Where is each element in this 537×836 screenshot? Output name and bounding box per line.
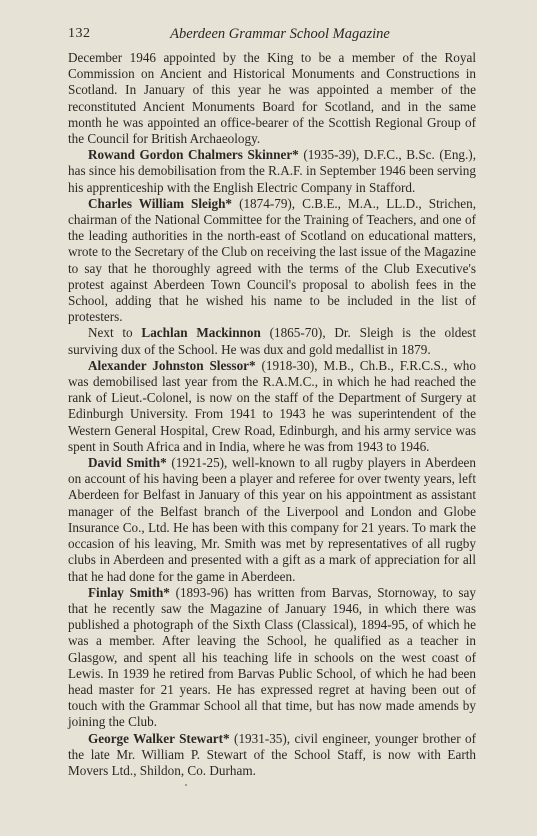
page-number: 132: [68, 26, 91, 41]
paragraph-continuation: [68, 50, 476, 147]
paragraph-text: (1918-30), M.B., Ch.B., F.R.C.S., who was demobilised last year from the R.A.M.C., in which he had reached the rank of Lieut.-Colonel, is now on the staff of the Department of Surgery at Edinburgh University. From 1941 to 1943 he was superintendent of the Western General Hospital, Crew Road, Edinburgh, and his army service was spent in South Africa and in India, where he was from 1943 to 1946.: [68, 357, 476, 454]
paragraph-text: (1935-39), D.F.C., B.Sc. (Eng.), has since his demobilisation from the R.A.F. in September 1946 been serving his apprenticeship with the English Electric Company in Stafford.: [68, 147, 476, 195]
paragraph-finlay-smith: [68, 585, 476, 731]
paragraph-text: (1921-25), well-known to all rugby players in Aberdeen on account of his having been a player and referee for over twenty years, left Aberdeen for Belfast in January of this year on his appointment as assistant manager of the Belfast branch of the Liverpool and London and Globe Insurance Co., Ltd. He has been with this company for 21 years. To mark the occasion of his leaving, Mr. Smith was met by representatives of all rugby clubs in Aberdeen and presented with a gift as a mark of appreciation for all that he had done for the game in Aberdeen.: [68, 455, 476, 584]
print-speck: [185, 784, 187, 786]
paragraph-prefix: Next to: [88, 325, 142, 341]
paragraph-david-smith: [68, 455, 476, 585]
paragraph-text: (1874-79), C.B.E., M.A., LL.D., Strichen, chairman of the National Committee for the Training of Teachers, and one of the leading authorities in the north-east of Scotland on educational matters, wrote to the Secretary of the Club on receiving the last issue of the Magazine to say that he thoroughly agreed with the terms of the Club Executive's protest against Aberdeen Town Council's proposal to abolish fees in the School, adding that he wished his name to be included in the list of protesters.: [68, 195, 477, 325]
paragraph-slessor: [68, 358, 476, 455]
page-header: [68, 26, 476, 46]
paragraph-skinner: [68, 147, 476, 196]
person-name: Charles William Sleigh*: [88, 195, 233, 211]
person-name: David Smith*: [88, 455, 167, 471]
person-name: Rowand Gordon Chalmers Skinner*: [88, 147, 299, 163]
paragraph-sleigh: [68, 196, 476, 326]
paragraph-text: December 1946 appointed by the King to be a member of the Royal Commission on Ancient and Historical Monuments and Constructions in Scotland. In January of this year he was appointed a member of the reconstituted Ancient Monuments Board for Scotland, and in the same month he was appointed an office-bearer of the Scottish Regional Group of the Council for British Archaeology.: [68, 50, 476, 147]
person-name: Alexander Johnston Slessor*: [88, 357, 256, 373]
running-title: Aberdeen Grammar School Magazine: [170, 26, 390, 42]
person-name: Finlay Smith*: [88, 584, 170, 600]
paragraph-mackinnon: [68, 325, 476, 357]
paragraph-stewart: [68, 731, 476, 780]
paragraph-text: (1931-35), civil engineer, younger brother of the late Mr. William P. Stewart of the School Staff, is now with Earth Movers Ltd., Shildon, Co. Durham.: [68, 730, 476, 778]
paragraph-text: (1865-70), Dr. Sleigh is the oldest surviving dux of the School. He was dux and gold medallist in 1879.: [68, 325, 476, 357]
article-body: [68, 50, 476, 779]
person-name: Lachlan Mackinnon: [141, 325, 261, 341]
paragraph-text: (1893-96) has written from Barvas, Stornoway, to say that he recently saw the Magazine of January 1946, in which there was published a photograph of the Sixth Class (Classical), 1894-95, of which he was a member. After leaving the School, he qualified as a teacher in Glasgow, and spent all his teaching life in schools on the west coast of Lewis. In 1939 he retired from Barvas Public School, of which he had been head master for 21 years. He has expressed regret at having been out of touch with the Grammar School all that time, but has now made amends by joining the Club.: [68, 584, 476, 730]
person-name: George Walker Stewart*: [88, 730, 230, 746]
